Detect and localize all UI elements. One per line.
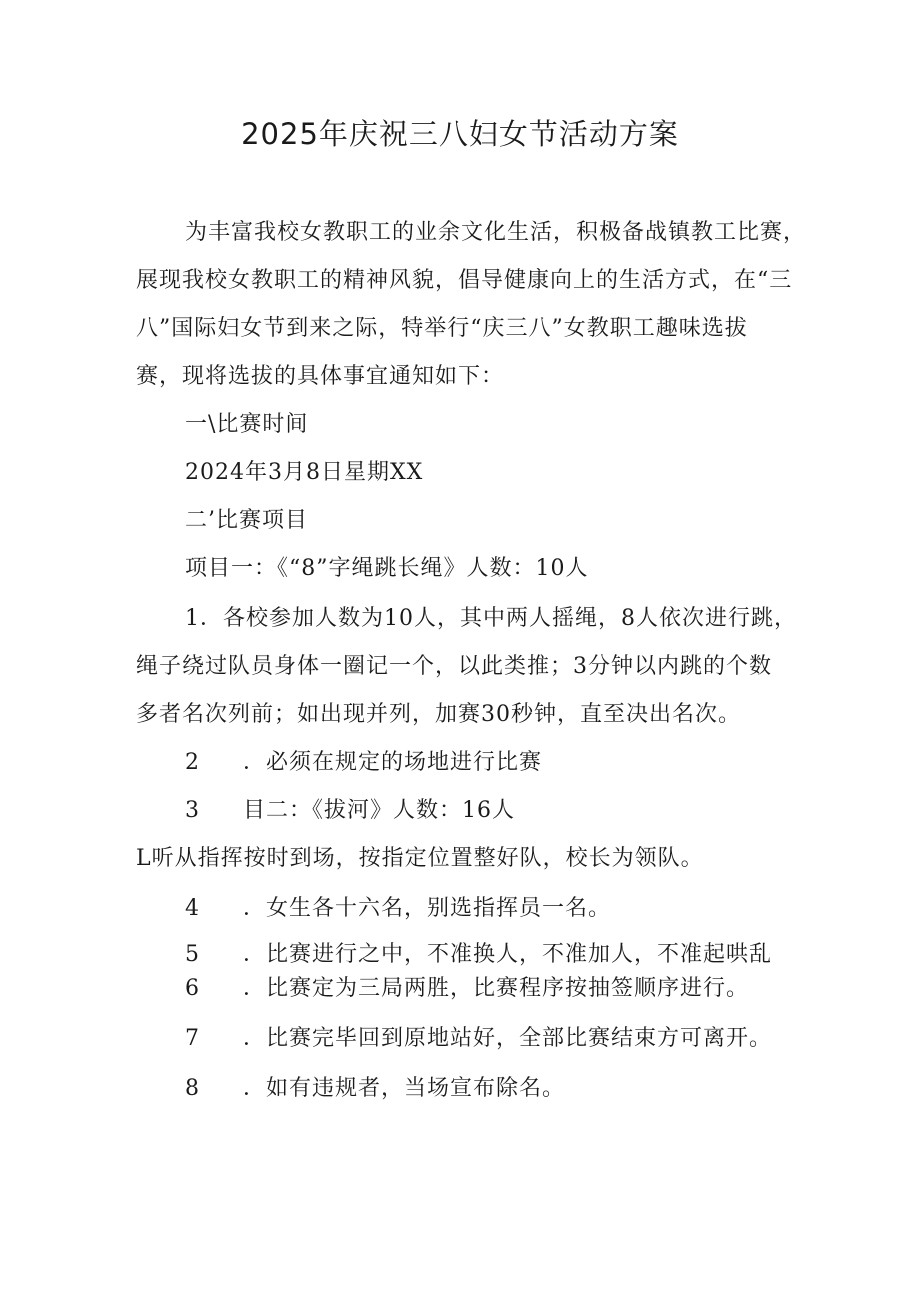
intro-line-2: 展现我校女教职工的精神风貌，倡导健康向上的生活方式，在“三 <box>136 268 793 293</box>
project-one-line: 项目一：《“8”字绳跳长绳》人数：10人 <box>185 556 589 581</box>
rule-3 <box>185 796 515 826</box>
rule-7-number: 7 <box>185 1026 200 1051</box>
section-heading-time: 一\比赛时间 <box>185 412 309 437</box>
rule-6-text: ．比赛定为三局两胜，比赛程序按抽签顺序进行。 <box>243 976 750 1001</box>
rule-4-number: 4 <box>185 896 200 921</box>
rule-3-number: 3 <box>185 798 200 823</box>
rule-6 <box>185 974 749 1004</box>
rule-2-number: 2 <box>185 750 200 775</box>
rule-5 <box>185 940 772 970</box>
rule-1-line-1: 1．各校参加人数为10人，其中两人摇绳，8人依次进行跳， <box>185 606 797 631</box>
rule-8 <box>185 1074 565 1104</box>
intro-line-4: 赛，现将选拔的具体事宜通知如下： <box>136 364 505 389</box>
rule-7-text: ．比赛完毕回到原地站好，全部比赛结束方可离开。 <box>243 1026 773 1051</box>
document-title: 2025年庆祝三八妇女节活动方案 <box>241 117 679 151</box>
rule-5-text: ．比赛进行之中，不准换人，不准加人，不准起哄乱 <box>243 942 773 967</box>
rule-7 <box>185 1024 772 1054</box>
rule-3-text: 目二：《拔河》人数：16人 <box>243 798 515 823</box>
rule-8-number: 8 <box>185 1076 200 1101</box>
intro-line-3: 八”国际妇女节到来之际，特举行“庆三八”女教职工趣味选拔 <box>136 316 748 341</box>
competition-date: 2024年3月8日星期XX <box>185 460 424 485</box>
rule-2 <box>185 748 542 778</box>
rule-2-text: ．必须在规定的场地进行比赛 <box>243 750 543 775</box>
rule-1-line-2: 绳子绕过队员身体一圈记一个，以此类推；3分钟以内跳的个数 <box>136 654 772 679</box>
section-heading-events: 二’比赛项目 <box>185 508 308 533</box>
rule-4-text: ．女生各十六名，别选指挥员一名。 <box>243 896 612 921</box>
rule-8-text: ．如有违规者，当场宣布除名。 <box>243 1076 566 1101</box>
rule-1-line-3: 多者名次列前；如出现并列，加赛30秒钟，直至决出名次。 <box>136 702 741 727</box>
rule-l: L听从指挥按时到场，按指定位置整好队，校长为领队。 <box>136 846 704 871</box>
intro-line-1: 为丰富我校女教职工的业余文化生活，积极备战镇教工比赛， <box>185 220 807 245</box>
rule-4 <box>185 894 611 924</box>
rule-5-number: 5 <box>185 942 200 967</box>
rule-6-number: 6 <box>185 976 200 1001</box>
